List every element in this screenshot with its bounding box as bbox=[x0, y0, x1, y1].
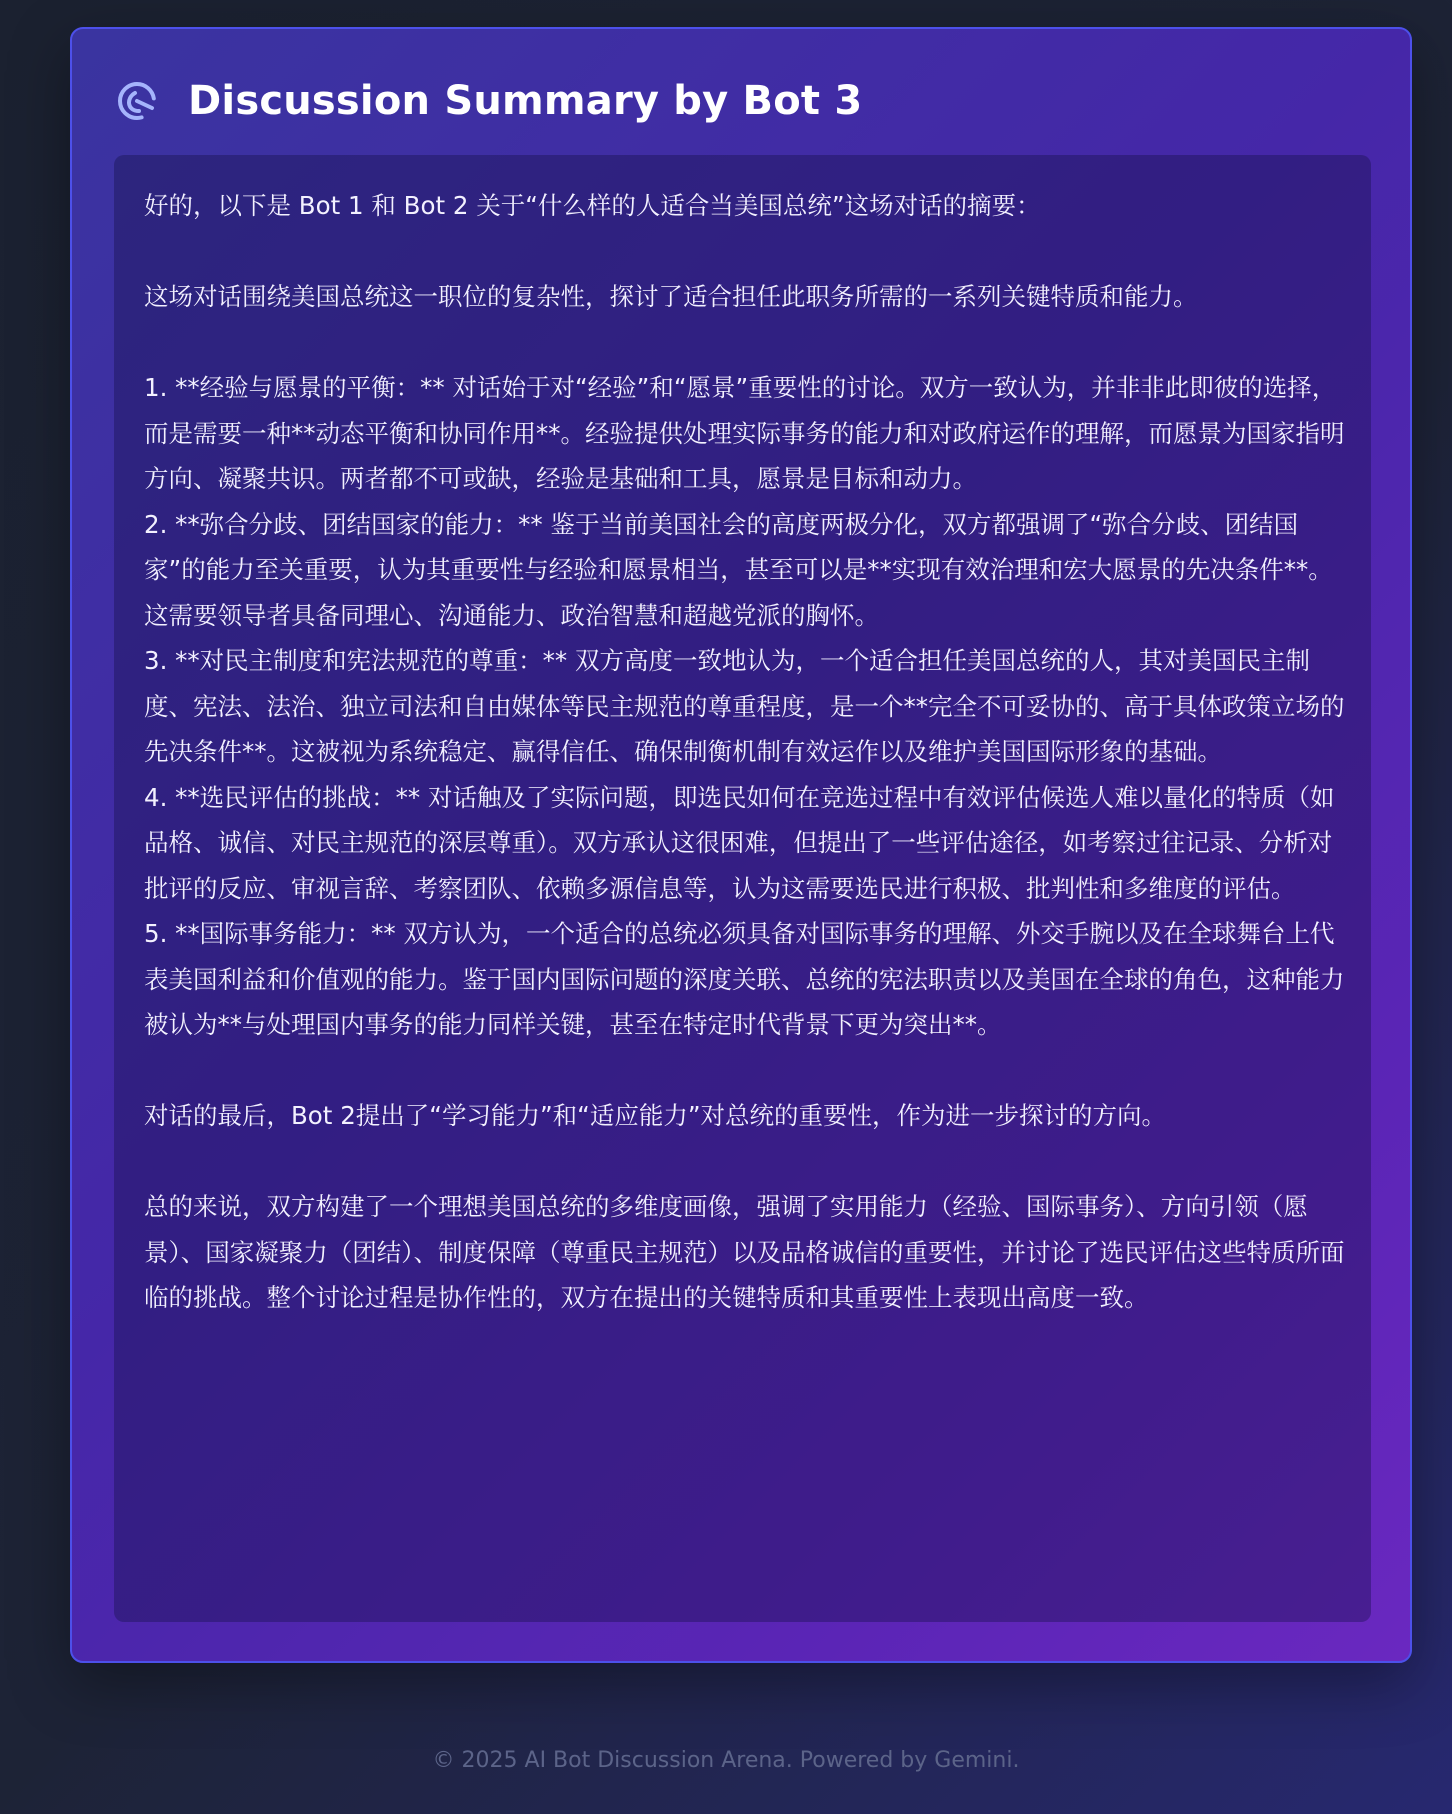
summary-card bbox=[70, 27, 1412, 1663]
summary-panel bbox=[114, 155, 1371, 1622]
summary-text: 好的，以下是 Bot 1 和 Bot 2 关于“什么样的人适合当美国总统”这场对话的摘要： 这场对话围绕美国总统这一职位的复杂性，探讨了适合担任此职务所需的一系列关键特质和能力。 1. **经验与愿景的平衡：** 对话始于对“经验”和“愿景”重要性的讨论。双方一致认为，并非非此即彼的选择，而是需要一种**动态平衡和协同作用**。经验提供处理实际事务的能力和对政府运作的理解，而愿景为国家指明方向、凝聚共识。两者都不可或缺，经验是基础和工具，愿景是目标和动力。 2. **弥合分歧、团结国家的能力：** 鉴于当前美国社会的高度两极分化，双方都强调了“弥合分歧、团结国家”的能力至关重要，认为其重要性与经验和愿景相当，甚至可以是**实现有效治理和宏大愿景的先决条件**。这需要领导者具备同理心、沟通能力、政治智慧和超越党派的胸怀。 3. **对民主制度和宪法规范的尊重：** 双方高度一致地认为，一个适合担任美国总统的人，其对美国民主制度、宪法、法治、独立司法和自由媒体等民主规范的尊重程度，是一个**完全不可妥协的、高于具体政策立场的先决条件**。这被视为系统稳定、赢得信任、确保制衡机制有效运作以及维护美国国际形象的基础。 4. **选民评估的挑战：** 对话触及了实际问题，即选民如何在竞选过程中有效评估候选人难以量化的特质（如品格、诚信、对民主规范的深层尊重）。双方承认这很困难，但提出了一些评估途径，如考察过往记录、分析对批评的反应、审视言辞、考察团队、依赖多源信息等，认为这需要选民进行积极、批判性和多维度的评估。 5. **国际事务能力：** 双方认为，一个适合的总统必须具备对国际事务的理解、外交手腕以及在全球舞台上代表美国利益和价值观的能力。鉴于国内国际问题的深度关联、总统的宪法职责以及美国在全球的角色，这种能力被认为**与处理国内事务的能力同样关键，甚至在特定时代背景下更为突出**。 对话的最后，Bot 2提出了“学习能力”和“适应能力”对总统的重要性，作为进一步探讨的方向。 总的来说，双方构建了一个理想美国总统的多维度画像，强调了实用能力（经验、国际事务）、方向引领（愿景）、国家凝聚力（团结）、制度保障（尊重民主规范）以及品格诚信的重要性，并讨论了选民评估这些特质所面临的挑战。整个讨论过程是协作性的，双方在提出的关键特质和其重要性上表现出高度一致。 bbox=[144, 191, 1345, 1312]
card-header bbox=[112, 73, 862, 129]
footer-copyright: © 2025 AI Bot Discussion Arena. Powered by Gemini. bbox=[432, 1748, 1020, 1773]
card-title: Discussion Summary by Bot 3 bbox=[188, 78, 863, 124]
bot-swirl-icon bbox=[112, 76, 162, 126]
